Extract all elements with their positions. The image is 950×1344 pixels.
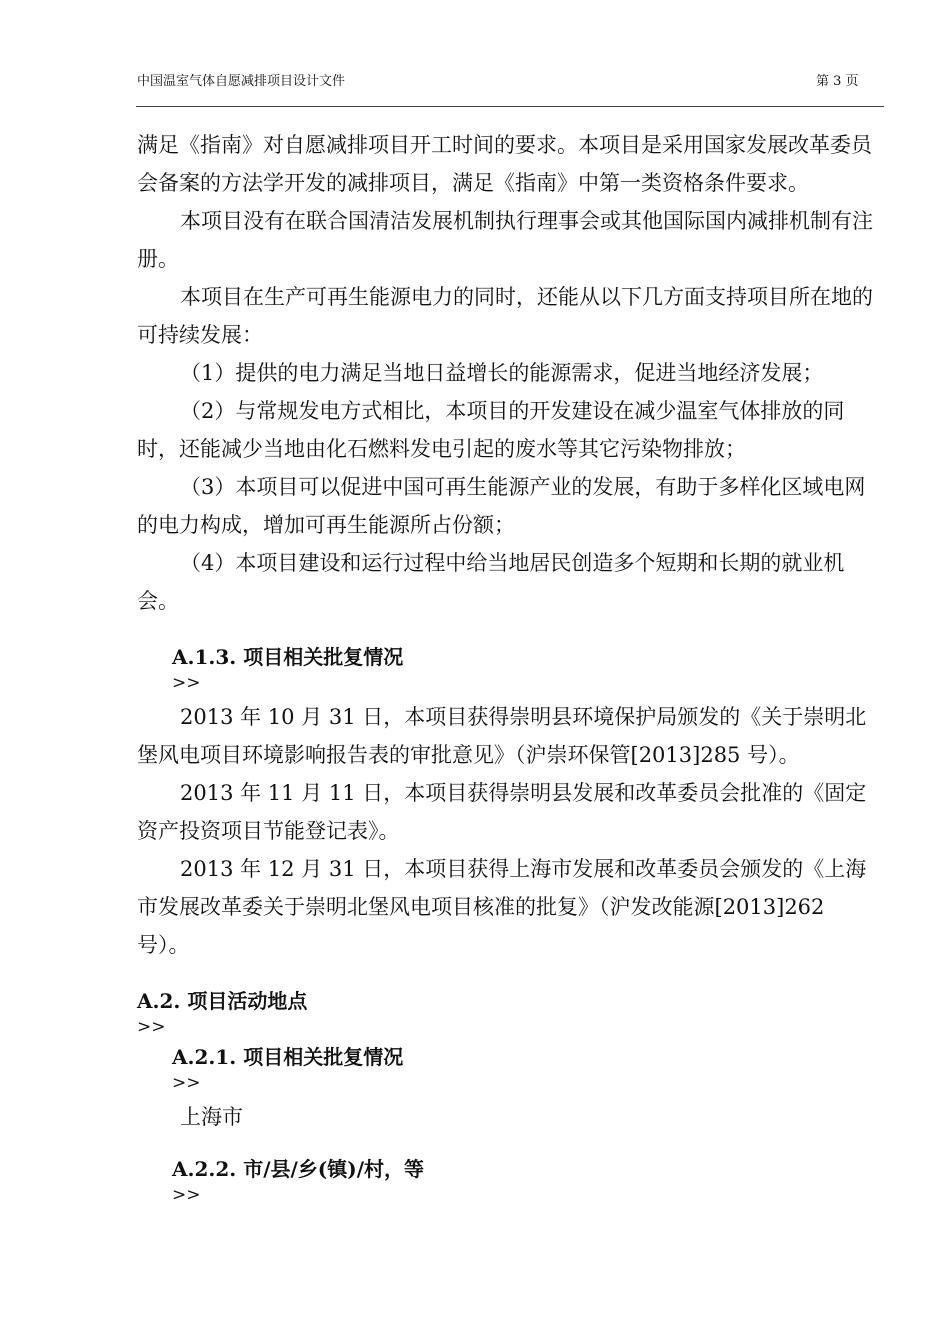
paragraph-eligibility: 满足《指南》对自愿减排项目开工时间的要求。本项目是采用国家发展改革委员会备案的方法学开发的减排项目，满足《指南》中第一类资格条件要求。 (137, 133, 872, 195)
section-marker-a22: >> (172, 1185, 201, 1205)
section-heading-a21: A.2.1. 项目相关批复情况 (172, 1045, 404, 1069)
list-item-1: （1）提供的电力满足当地日益增长的能源需求，促进当地经济发展； (180, 361, 824, 385)
section-marker-a13: >> (172, 673, 201, 693)
list-item-4: （4）本项目建设和运行过程中给当地居民创造多个短期和长期的就业机会。 (137, 551, 845, 613)
header-divider (136, 106, 884, 107)
list-item-2: （2）与常规发电方式相比，本项目的开发建设在减少温室气体排放的同时，还能减少当地由化石燃料发电引起的废水等其它污染物排放； (137, 399, 845, 461)
approval-paragraph-2: 2013 年 11 月 11 日，本项目获得崇明县发展和改革委员会批准的《固定资产投资项目节能登记表》。 (137, 781, 867, 843)
approval-paragraph-3: 2013 年 12 月 31 日，本项目获得上海市发展和改革委员会颁发的《上海市发展改革委关于崇明北堡风电项目核准的批复》（沪发改能源[2013]262 号）。 (137, 857, 867, 957)
section-heading-a13: A.1.3. 项目相关批复情况 (172, 645, 404, 669)
paragraph-registration: 本项目没有在联合国清洁发展机制执行理事会或其他国际国内减排机制有注册。 (137, 209, 873, 271)
location-value: 上海市 (180, 1105, 243, 1129)
section-heading-a22: A.2.2. 市/县/乡(镇)/村，等 (172, 1157, 425, 1181)
section-heading-a2: A.2. 项目活动地点 (137, 989, 308, 1013)
approval-paragraph-1: 2013 年 10 月 31 日，本项目获得崇明县环境保护局颁发的《关于崇明北堡风电项目环境影响报告表的审批意见》（沪崇环保管[2013]285 号）。 (137, 705, 867, 767)
section-marker-a21: >> (172, 1073, 201, 1093)
section-marker-a2: >> (137, 1017, 166, 1037)
header-page-number: 第 3 页 (816, 74, 859, 89)
list-item-3: （3）本项目可以促进中国可再生能源产业的发展，有助于多样化区域电网的电力构成，增加可再生能源所占份额； (137, 475, 866, 537)
document-body (137, 126, 877, 1210)
header-document-title: 中国温室气体自愿减排项目设计文件 (137, 74, 346, 89)
paragraph-sustainability: 本项目在生产可再生能源电力的同时，还能从以下几方面支持项目所在地的可持续发展： (137, 285, 873, 347)
